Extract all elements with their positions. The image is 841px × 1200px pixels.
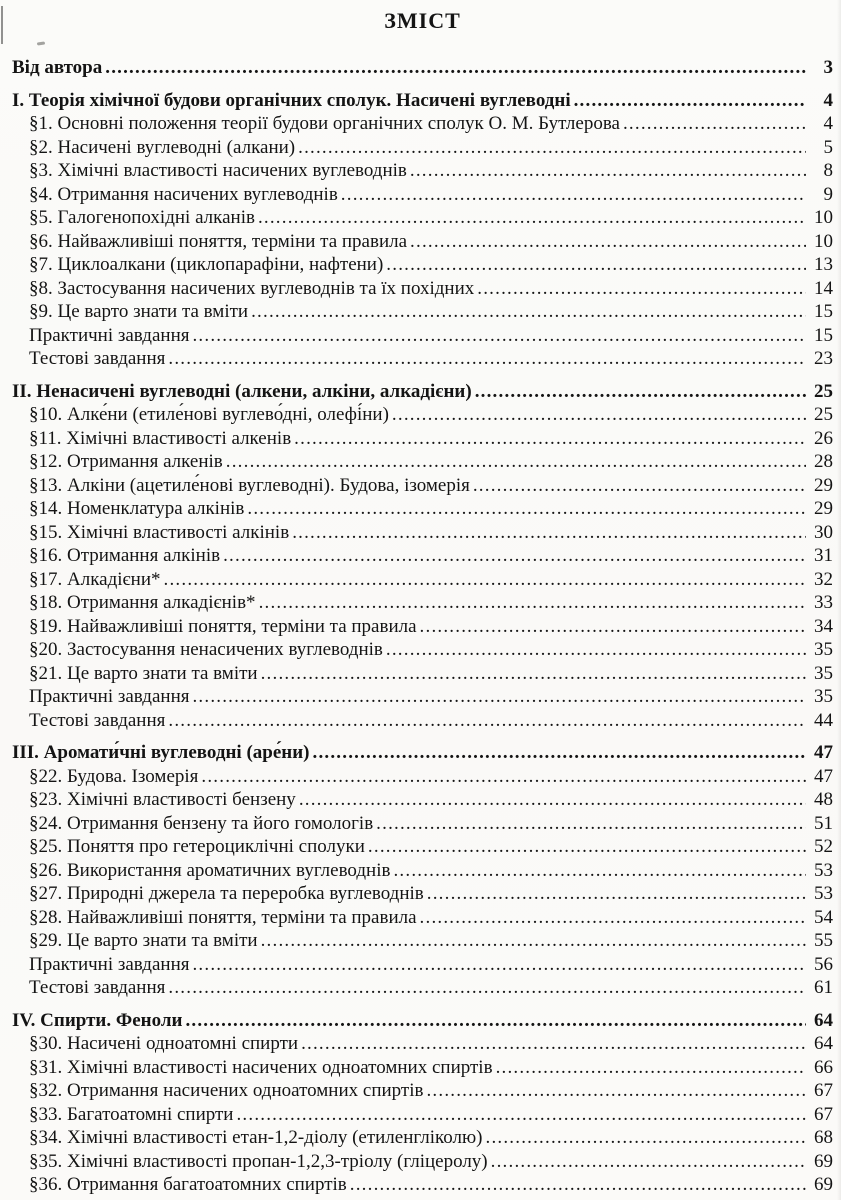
toc-entry xyxy=(12,929,833,953)
toc-dot-leader xyxy=(623,112,806,136)
toc-dot-leader xyxy=(301,1032,806,1056)
toc-entry-page-number: 68 xyxy=(814,1127,833,1148)
toc-entry-label: Практичні завдання xyxy=(29,324,190,346)
toc-entry xyxy=(12,427,833,451)
toc-entry-page-number: 56 xyxy=(814,953,833,975)
toc-dot-leader xyxy=(392,403,806,427)
toc-entry xyxy=(12,1150,833,1174)
toc-entry xyxy=(12,300,833,324)
toc-entry xyxy=(12,976,833,1000)
toc-entry-label: §9. Це варто знати та вміти xyxy=(29,301,249,322)
toc-entry xyxy=(12,1173,833,1197)
toc-entry-page-number: 64 xyxy=(814,1033,833,1054)
toc-dot-leader xyxy=(261,929,806,953)
toc-entry-label: §34. Хімічні властивості етан-1,2-діолу (етиленгліколю) xyxy=(29,1127,483,1148)
toc-entry xyxy=(12,183,833,207)
toc-entry-page-number: 5 xyxy=(823,136,833,158)
toc-entry-page-number: 15 xyxy=(814,301,833,322)
toc-dot-leader xyxy=(368,835,806,859)
toc-entry-label: II. Ненасичені вуглеводні (алкени, алкіни, алкадієни) xyxy=(12,380,472,402)
toc-dot-leader xyxy=(164,568,806,592)
toc-entry-page-number: 14 xyxy=(814,277,833,299)
toc-list xyxy=(12,56,833,1197)
toc-dot-leader xyxy=(236,1103,806,1127)
scan-right-shade xyxy=(837,0,841,1200)
toc-entry-label: §18. Отримання алкадієнів* xyxy=(29,592,256,613)
toc-dot-leader xyxy=(427,882,806,906)
toc-entry-page-number: 31 xyxy=(814,545,833,566)
toc-entry-label: Практичні завдання xyxy=(29,686,190,707)
toc-entry-page-number: 67 xyxy=(814,1103,833,1125)
toc-entry xyxy=(12,953,833,977)
toc-dot-leader xyxy=(386,638,806,662)
toc-entry xyxy=(12,380,833,404)
toc-entry-label: §28. Найважливіші поняття, терміни та правила xyxy=(29,906,417,928)
toc-entry-page-number: 47 xyxy=(814,742,833,763)
toc-entry xyxy=(12,544,833,568)
toc-entry xyxy=(12,159,833,183)
toc-entry-label: §35. Хімічні властивості пропан-1,2,3-тріолу (гліцеролу) xyxy=(29,1150,488,1172)
toc-dot-leader xyxy=(259,591,806,615)
toc-entry xyxy=(12,615,833,639)
toc-entry xyxy=(12,1032,833,1056)
toc-entry-label: §31. Хімічні властивості насичених одноатомних спиртів xyxy=(29,1056,493,1078)
toc-dot-leader xyxy=(247,497,806,521)
toc-entry xyxy=(12,474,833,498)
toc-entry-label: §26. Використання ароматичних вуглеводнів xyxy=(29,859,391,881)
toc-entry xyxy=(12,56,833,80)
toc-entry-label: §7. Циклоалкани (циклопарафіни, нафтени) xyxy=(29,254,384,275)
toc-entry-page-number: 29 xyxy=(814,498,833,519)
toc-dot-leader xyxy=(223,544,806,568)
toc-entry-label: §6. Найважливіші поняття, терміни та правила xyxy=(29,230,408,252)
toc-entry-page-number: 34 xyxy=(814,615,833,637)
toc-entry xyxy=(12,1126,833,1150)
toc-entry-page-number: 28 xyxy=(814,451,833,472)
toc-entry-page-number: 10 xyxy=(814,230,833,252)
toc-dot-leader xyxy=(292,521,806,545)
toc-entry-page-number: 33 xyxy=(814,592,833,613)
toc-dot-leader xyxy=(496,1056,806,1080)
toc-entry-page-number: 55 xyxy=(814,930,833,951)
toc-entry-page-number: 9 xyxy=(823,183,833,205)
scan-speck-artifact xyxy=(37,41,45,45)
toc-entry xyxy=(12,497,833,521)
toc-entry-label: Тестові завдання xyxy=(29,709,166,731)
toc-dot-leader xyxy=(226,450,806,474)
toc-entry-label: §12. Отримання алкенів xyxy=(29,451,223,472)
toc-entry-page-number: 53 xyxy=(814,859,833,881)
toc-entry-page-number: 48 xyxy=(814,789,833,810)
toc-entry-page-number: 23 xyxy=(814,348,833,369)
toc-entry-page-number: 35 xyxy=(814,662,833,684)
toc-entry-label: §21. Це варто знати та вміти xyxy=(29,662,258,684)
toc-entry-label: §10. Алке́ни (етиле́нові вуглево́дні, олефі́ни) xyxy=(29,404,389,425)
toc-entry xyxy=(12,1079,833,1103)
toc-entry xyxy=(12,882,833,906)
toc-entry-page-number: 15 xyxy=(814,324,833,346)
toc-entry-page-number: 30 xyxy=(814,521,833,543)
toc-dot-leader xyxy=(473,474,806,498)
toc-entry-label: §13. Алкіни (ацетиле́нові вуглеводні). Будова, ізомерія xyxy=(29,474,470,496)
toc-entry-page-number: 64 xyxy=(814,1009,833,1031)
toc-dot-leader xyxy=(168,709,806,733)
toc-entry-label: §24. Отримання бензену та його гомологів xyxy=(29,812,374,834)
toc-entry xyxy=(12,859,833,883)
toc-entry-label: §15. Хімічні властивості алкінів xyxy=(29,521,290,543)
toc-entry xyxy=(12,112,833,136)
toc-dot-leader xyxy=(410,230,806,254)
toc-entry-page-number: 47 xyxy=(814,765,833,787)
toc-entry xyxy=(12,709,833,733)
toc-dot-leader xyxy=(313,741,807,765)
toc-dot-leader xyxy=(426,1079,806,1103)
toc-entry xyxy=(12,662,833,686)
toc-dot-leader xyxy=(420,906,806,930)
toc-entry-label: Від автора xyxy=(12,57,103,78)
toc-entry-page-number: 13 xyxy=(814,254,833,275)
toc-entry xyxy=(12,403,833,427)
scan-edge-artifact xyxy=(1,6,3,44)
toc-dot-leader xyxy=(105,56,806,80)
toc-entry xyxy=(12,685,833,709)
toc-entry xyxy=(12,741,833,765)
toc-entry xyxy=(12,230,833,254)
toc-dot-leader xyxy=(192,324,806,348)
toc-entry-page-number: 4 xyxy=(823,113,833,134)
toc-entry xyxy=(12,638,833,662)
toc-dot-leader xyxy=(185,1009,806,1033)
toc-entry-page-number: 69 xyxy=(814,1174,833,1195)
toc-entry xyxy=(12,1056,833,1080)
toc-entry-label: §36. Отримання багатоатомних спиртів xyxy=(29,1174,347,1195)
toc-entry-label: §19. Найважливіші поняття, терміни та правила xyxy=(29,615,417,637)
toc-dot-leader xyxy=(574,89,806,113)
toc-dot-leader xyxy=(299,788,806,812)
toc-entry xyxy=(12,788,833,812)
toc-entry xyxy=(12,765,833,789)
toc-entry-label: §8. Застосування насичених вуглеводнів та їх похідних xyxy=(29,277,475,299)
toc-entry-page-number: 67 xyxy=(814,1080,833,1101)
toc-entry-label: Практичні завдання xyxy=(29,953,190,975)
toc-dot-leader xyxy=(350,1173,806,1197)
toc-entry-page-number: 69 xyxy=(814,1150,833,1172)
toc-entry-label: I. Теорія хімічної будови органічних сполук. Насичені вуглеводні xyxy=(12,89,571,111)
toc-dot-leader xyxy=(393,859,806,883)
toc-entry xyxy=(12,906,833,930)
toc-entry-page-number: 25 xyxy=(814,380,833,402)
toc-entry xyxy=(12,206,833,230)
toc-dot-leader xyxy=(261,662,806,686)
toc-dot-leader xyxy=(294,427,806,451)
toc-entry xyxy=(12,1103,833,1127)
toc-entry-label: §1. Основні положення теорії будови органічних сполук О. М. Бутлерова xyxy=(29,113,620,134)
toc-dot-leader xyxy=(341,183,806,207)
toc-entry-page-number: 4 xyxy=(823,89,833,111)
toc-entry xyxy=(12,324,833,348)
toc-entry xyxy=(12,253,833,277)
toc-entry-page-number: 61 xyxy=(814,977,833,998)
toc-dot-leader xyxy=(192,953,806,977)
toc-dot-leader xyxy=(386,253,806,277)
page-title: ЗМІСТ xyxy=(384,8,461,33)
toc-entry-label: §4. Отримання насичених вуглеводнів xyxy=(29,183,338,205)
toc-entry xyxy=(12,521,833,545)
toc-entry-label: §23. Хімічні властивості бензену xyxy=(29,789,296,810)
toc-entry-page-number: 52 xyxy=(814,836,833,857)
toc-entry-page-number: 8 xyxy=(823,160,833,181)
toc-entry xyxy=(12,450,833,474)
toc-entry-label: §27. Природні джерела та переробка вуглеводнів xyxy=(29,883,424,904)
toc-entry-label: §32. Отримання насичених одноатомних спиртів xyxy=(29,1080,424,1101)
toc-entry xyxy=(12,812,833,836)
toc-entry-label: Тестові завдання xyxy=(29,348,166,369)
toc-entry-page-number: 51 xyxy=(814,812,833,834)
toc-entry-page-number: 26 xyxy=(814,427,833,449)
toc-entry-label: §11. Хімічні властивості алкенів xyxy=(29,427,292,449)
toc-entry-label: III. Аромати́чні вуглеводні (аре́ни) xyxy=(12,742,310,763)
toc-entry-label: §20. Застосування ненасичених вуглеводнів xyxy=(29,639,383,660)
toc-dot-leader xyxy=(192,685,806,709)
toc-entry-label: IV. Спирти. Феноли xyxy=(12,1009,183,1031)
toc-entry xyxy=(12,89,833,113)
toc-dot-leader xyxy=(258,206,806,230)
toc-entry-label: §30. Насичені одноатомні спирти xyxy=(29,1033,299,1054)
toc-entry-page-number: 66 xyxy=(814,1056,833,1078)
toc-entry-label: §14. Номенклатура алкінів xyxy=(29,498,245,519)
toc-entry xyxy=(12,277,833,301)
toc-entry-page-number: 3 xyxy=(823,57,833,78)
toc-entry-label: §3. Хімічні властивості насичених вуглеводнів xyxy=(29,160,407,181)
toc-entry-label: §33. Багатоатомні спирти xyxy=(29,1103,234,1125)
toc-entry-page-number: 10 xyxy=(814,207,833,228)
toc-entry-label: §29. Це варто знати та вміти xyxy=(29,930,258,951)
toc-dot-leader xyxy=(420,615,806,639)
toc-dot-leader xyxy=(168,976,806,1000)
toc-dot-leader xyxy=(486,1126,807,1150)
toc-entry xyxy=(12,835,833,859)
toc-entry-page-number: 54 xyxy=(814,906,833,928)
toc-entry-label: §22. Будова. Ізомерія xyxy=(29,765,199,787)
toc-entry-label: §16. Отримання алкінів xyxy=(29,545,221,566)
toc-entry-page-number: 53 xyxy=(814,883,833,904)
toc-entry xyxy=(12,1009,833,1033)
toc-entry-page-number: 32 xyxy=(814,568,833,590)
toc-entry xyxy=(12,568,833,592)
toc-entry xyxy=(12,136,833,160)
toc-dot-leader xyxy=(201,765,806,789)
toc-dot-leader xyxy=(251,300,806,324)
toc-dot-leader xyxy=(376,812,806,836)
toc-dot-leader xyxy=(475,380,806,404)
toc-entry-page-number: 29 xyxy=(814,474,833,496)
toc-entry-page-number: 35 xyxy=(814,686,833,707)
toc-entry-label: Тестові завдання xyxy=(29,977,166,998)
toc-dot-leader xyxy=(298,136,806,160)
toc-dot-leader xyxy=(410,159,806,183)
toc-entry-label: §5. Галогенопохідні алканів xyxy=(29,207,255,228)
toc-entry-label: §25. Поняття про гетероциклічні сполуки xyxy=(29,836,365,857)
toc-entry-label: §2. Насичені вуглеводні (алкани) xyxy=(29,136,296,158)
toc-entry-page-number: 35 xyxy=(814,639,833,660)
toc-entry-page-number: 44 xyxy=(814,709,833,731)
toc-entry-page-number: 25 xyxy=(814,404,833,425)
toc-dot-leader xyxy=(477,277,806,301)
toc-entry-label: §17. Алкадієни* xyxy=(29,568,161,590)
toc-dot-leader xyxy=(168,347,806,371)
toc-entry xyxy=(12,347,833,371)
toc-entry xyxy=(12,591,833,615)
toc-dot-leader xyxy=(491,1150,806,1174)
